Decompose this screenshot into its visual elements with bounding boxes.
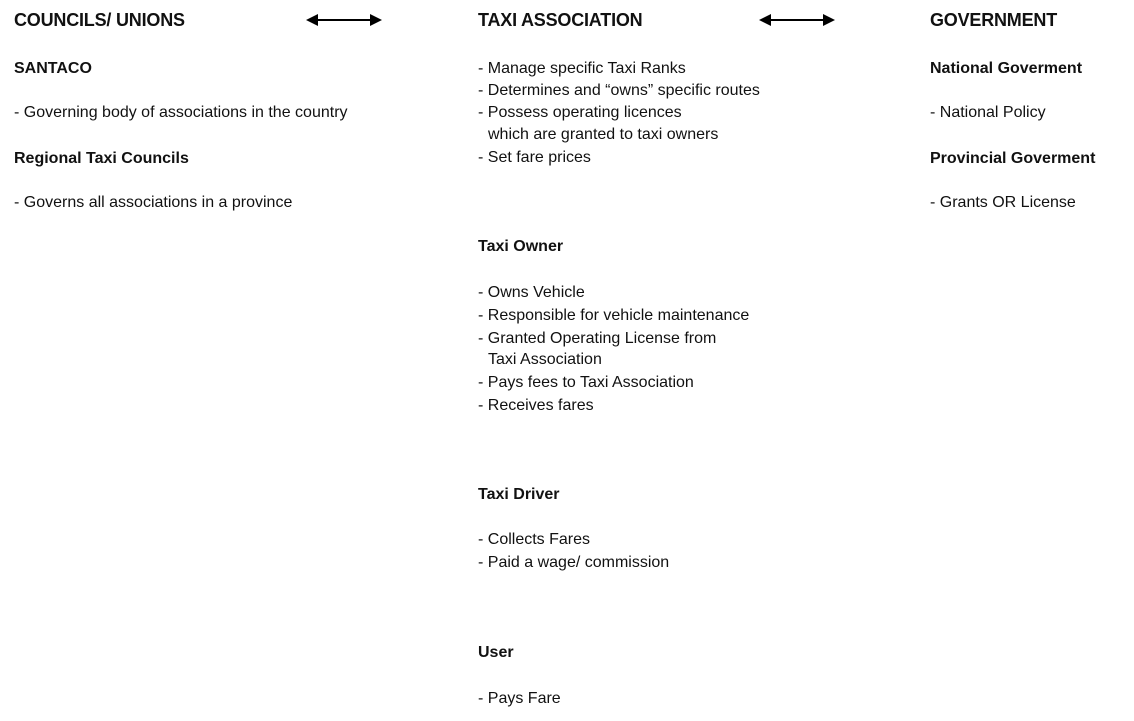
association-item: - Determines and “owns” specific routes — [478, 82, 760, 99]
owner-item: Taxi Association — [488, 351, 602, 368]
national-government-description: - National Policy — [930, 104, 1046, 121]
owner-item: - Pays fees to Taxi Association — [478, 374, 694, 391]
government-heading: GOVERNMENT — [930, 10, 1058, 30]
provincial-government-title: Provincial Goverment — [930, 150, 1096, 167]
santaco-title: SANTACO — [14, 60, 92, 77]
double-headed-arrow-icon — [306, 11, 382, 29]
user-title: User — [478, 644, 514, 661]
taxi-association-heading: TAXI ASSOCIATION — [478, 10, 643, 30]
national-government-title: National Goverment — [930, 60, 1083, 77]
owner-item: - Granted Operating License from — [478, 330, 717, 347]
association-item: - Set fare prices — [478, 149, 591, 166]
regional-taxi-councils-title: Regional Taxi Councils — [14, 150, 189, 167]
taxi-owner-title: Taxi Owner — [478, 238, 564, 255]
double-headed-arrow-icon — [759, 11, 835, 29]
driver-item: - Paid a wage/ commission — [478, 554, 670, 571]
association-item: - Possess operating licences — [478, 104, 682, 121]
provincial-government-description: - Grants OR License — [930, 194, 1076, 211]
santaco-description: - Governing body of associations in the country — [14, 104, 348, 121]
driver-item: - Collects Fares — [478, 531, 591, 548]
taxi-driver-title: Taxi Driver — [478, 486, 560, 503]
regional-taxi-councils-description: - Governs all associations in a province — [14, 194, 293, 211]
councils-unions-heading: COUNCILS/ UNIONS — [14, 10, 185, 30]
owner-item: - Owns Vehicle — [478, 284, 585, 301]
owner-item: - Responsible for vehicle maintenance — [478, 307, 750, 324]
association-item: - Manage specific Taxi Ranks — [478, 60, 686, 77]
owner-item: - Receives fares — [478, 397, 594, 414]
user-item: - Pays Fare — [478, 690, 561, 707]
association-item: which are granted to taxi owners — [488, 126, 719, 143]
